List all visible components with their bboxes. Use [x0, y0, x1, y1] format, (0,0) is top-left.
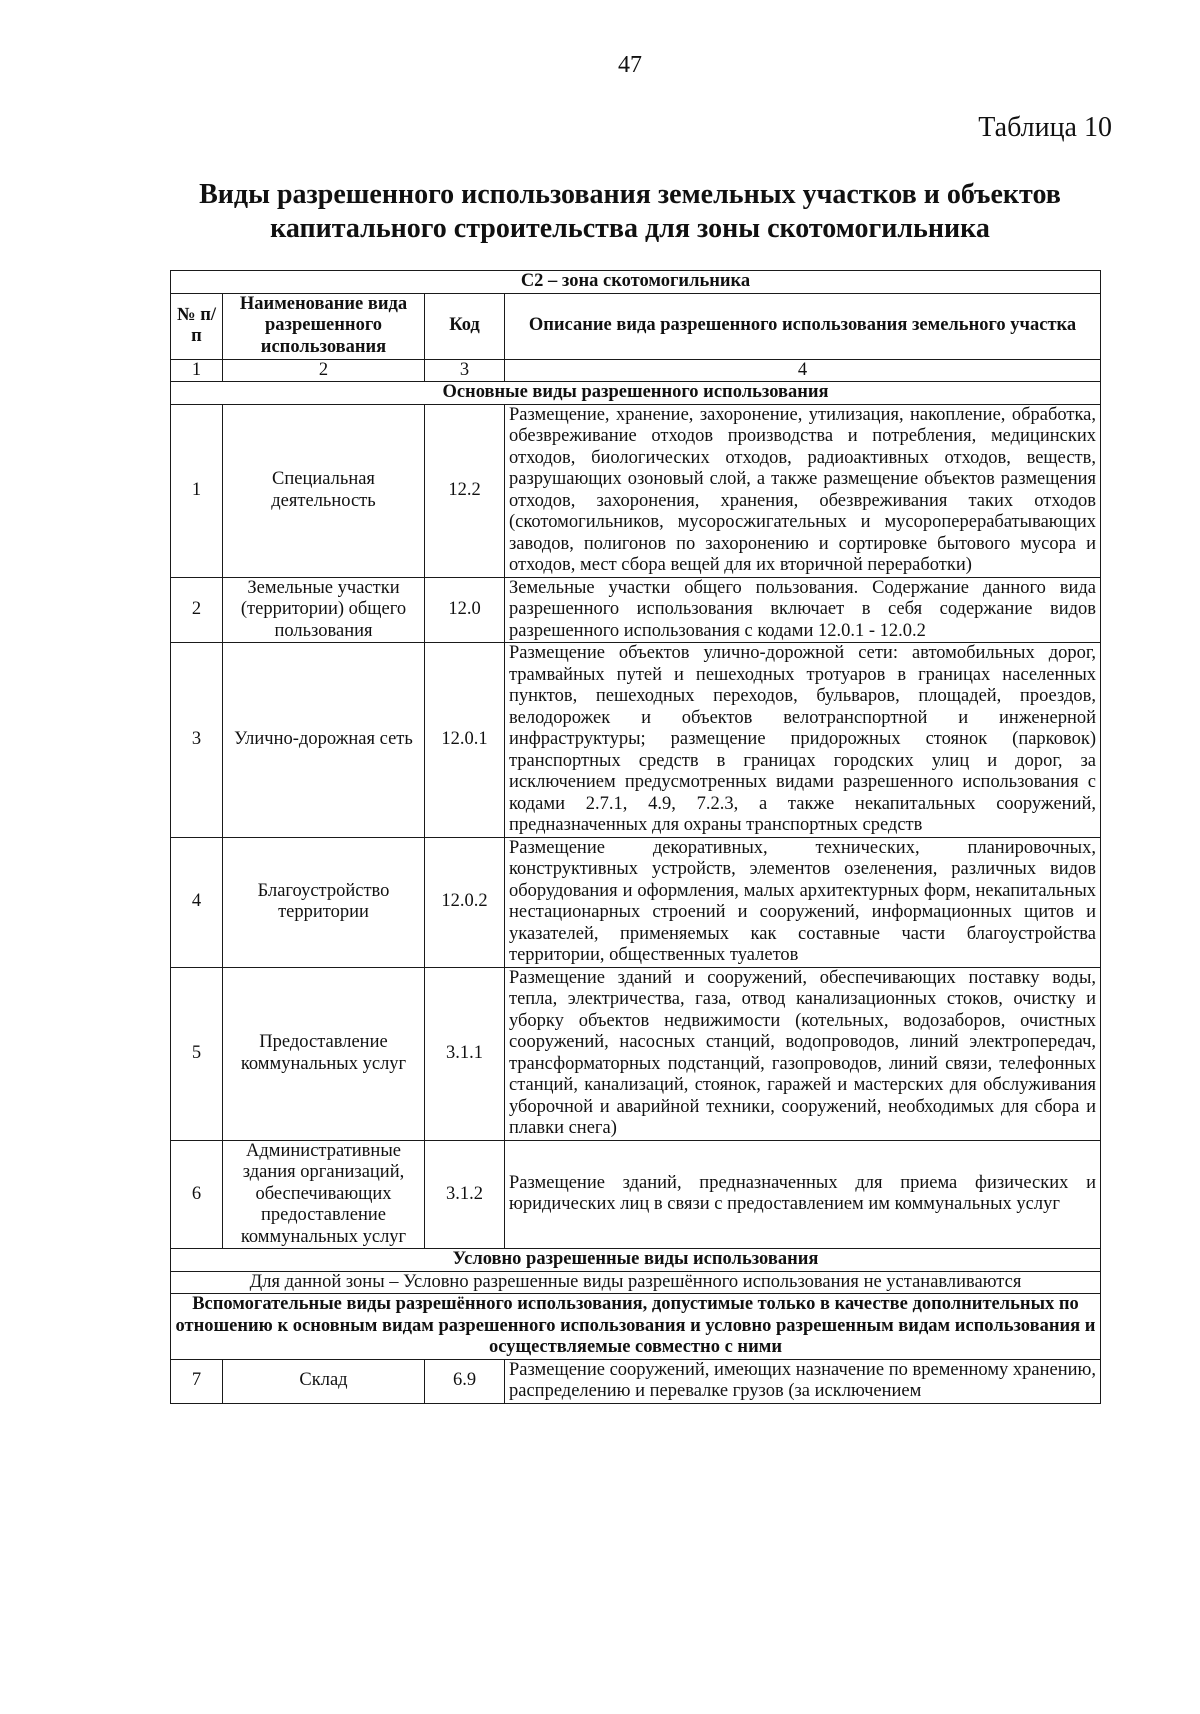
section-main-heading: Основные виды разрешенного использования — [171, 382, 1101, 405]
column-header-row — [171, 293, 1101, 359]
row-num: 6 — [171, 1140, 223, 1249]
row-code: 6.9 — [425, 1359, 505, 1403]
table-row — [171, 643, 1101, 838]
header-name: Наименование вида разрешенного использования — [223, 293, 425, 359]
row-description: Размещение зданий и сооружений, обеспечивающих поставку воды, тепла, электричества, газа, отвод канализационных стоков, очистку и уборку объектов недвижимости (котельных, водозаборов, очистных сооружений, насосных станций, водопроводов, линий электропередач, трансформаторных подстанций, газопроводов, линий связи, телефонных станций, канализаций, стоянок, гаражей и мастерских для обслуживания уборочной и аварийной техники, сооружений, необходимых для сбора и плавки снега) — [505, 967, 1101, 1140]
header-code: Код — [425, 293, 505, 359]
row-num: 4 — [171, 837, 223, 967]
table-caption: Таблица 10 — [978, 112, 1112, 143]
table-row — [171, 404, 1101, 577]
page-number: 47 — [618, 52, 642, 78]
row-name: Склад — [223, 1359, 425, 1403]
row-description: Земельные участки общего пользования. Содержание данного вида разрешенного использования включает в себя содержание видов разрешенного использования с кодами 12.0.1 - 12.0.2 — [505, 577, 1101, 643]
section-conditional-row — [171, 1249, 1101, 1272]
column-number: 2 — [223, 359, 425, 382]
title-line-1: Виды разрешенного использования земельных участков и объектов — [199, 179, 1061, 210]
row-code: 12.2 — [425, 404, 505, 577]
section-conditional-heading: Условно разрешенные виды использования — [171, 1249, 1101, 1272]
column-number: 4 — [505, 359, 1101, 382]
column-number: 1 — [171, 359, 223, 382]
conditional-note-row — [171, 1271, 1101, 1294]
row-code: 3.1.1 — [425, 967, 505, 1140]
table-row — [171, 1359, 1101, 1403]
document-title — [150, 178, 1110, 246]
column-number-row — [171, 359, 1101, 382]
title-line-2: капитального строительства для зоны скотомогильника — [270, 213, 990, 244]
row-num: 2 — [171, 577, 223, 643]
table-row — [171, 837, 1101, 967]
table-row — [171, 1140, 1101, 1249]
header-description: Описание вида разрешенного использования земельного участка — [505, 293, 1101, 359]
row-description: Размещение декоративных, технических, планировочных, конструктивных устройств, элементов озеленения, различных видов оборудования и оформления, малых архитектурных форм, некапитальных нестационарных строений и сооружений, информационных щитов и указателей, применяемых как составные части благоустройства территории, общественных туалетов — [505, 837, 1101, 967]
row-num: 1 — [171, 404, 223, 577]
zone-header-row — [171, 271, 1101, 294]
row-description: Размещение, хранение, захоронение, утилизация, накопление, обработка, обезвреживание отходов производства и потребления, медицинских отходов, биологических отходов, радиоактивных отходов, веществ, разрушающих озоновый слой, а также размещение объектов размещения отходов, захоронения, хранения, обезвреживания таких отходов (скотомогильников, мусоросжигательных и мусороперерабатывающих заводов, полигонов по захоронению и сортировке бытового мусора и отходов, мест сбора вещей для их вторичной переработки) — [505, 404, 1101, 577]
row-name: Земельные участки (территории) общего пользования — [223, 577, 425, 643]
table-row — [171, 577, 1101, 643]
row-name: Улично-дорожная сеть — [223, 643, 425, 838]
row-code: 12.0.1 — [425, 643, 505, 838]
column-number: 3 — [425, 359, 505, 382]
row-description: Размещение объектов улично-дорожной сети: автомобильных дорог, трамвайных путей и пешеходных тротуаров в границах населенных пунктов, пешеходных переходов, бульваров, площадей, проездов, велодорожек и объектов велотранспортной и инженерной инфраструктуры; размещение придорожных стоянок (парковок) транспортных средств в границах городских улиц и дорог, за исключением предусмотренных видами разрешенного использования с кодами 2.7.1, 4.9, 7.2.3, а также некапитальных сооружений, предназначенных для охраны транспортных средств — [505, 643, 1101, 838]
row-name: Специальная деятельность — [223, 404, 425, 577]
row-name: Административные здания организаций, обеспечивающих предоставление коммунальных услуг — [223, 1140, 425, 1249]
row-num: 7 — [171, 1359, 223, 1403]
row-num: 3 — [171, 643, 223, 838]
row-num: 5 — [171, 967, 223, 1140]
row-code: 12.0 — [425, 577, 505, 643]
land-use-table — [170, 270, 1101, 1404]
row-code: 3.1.2 — [425, 1140, 505, 1249]
table-row — [171, 967, 1101, 1140]
section-auxiliary-heading: Вспомогательные виды разрешённого использования, допустимые только в качестве дополнительных по отношению к основным видам разрешенного использования и условно разрешенным видам использования и осуществляемые совместно с ними — [171, 1294, 1101, 1360]
row-code: 12.0.2 — [425, 837, 505, 967]
section-main-row — [171, 382, 1101, 405]
row-name: Благоустройство территории — [223, 837, 425, 967]
row-description: Размещение зданий, предназначенных для приема физических и юридических лиц в связи с предоставлением им коммунальных услуг — [505, 1140, 1101, 1249]
row-description: Размещение сооружений, имеющих назначение по временному хранению, распределению и перевалке грузов (за исключением — [505, 1359, 1101, 1403]
section-auxiliary-row — [171, 1294, 1101, 1360]
header-num: № п/п — [171, 293, 223, 359]
zone-header: С2 – зона скотомогильника — [171, 271, 1101, 294]
row-name: Предоставление коммунальных услуг — [223, 967, 425, 1140]
conditional-note: Для данной зоны – Условно разрешенные виды разрешённого использования не устанавливаются — [171, 1271, 1101, 1294]
